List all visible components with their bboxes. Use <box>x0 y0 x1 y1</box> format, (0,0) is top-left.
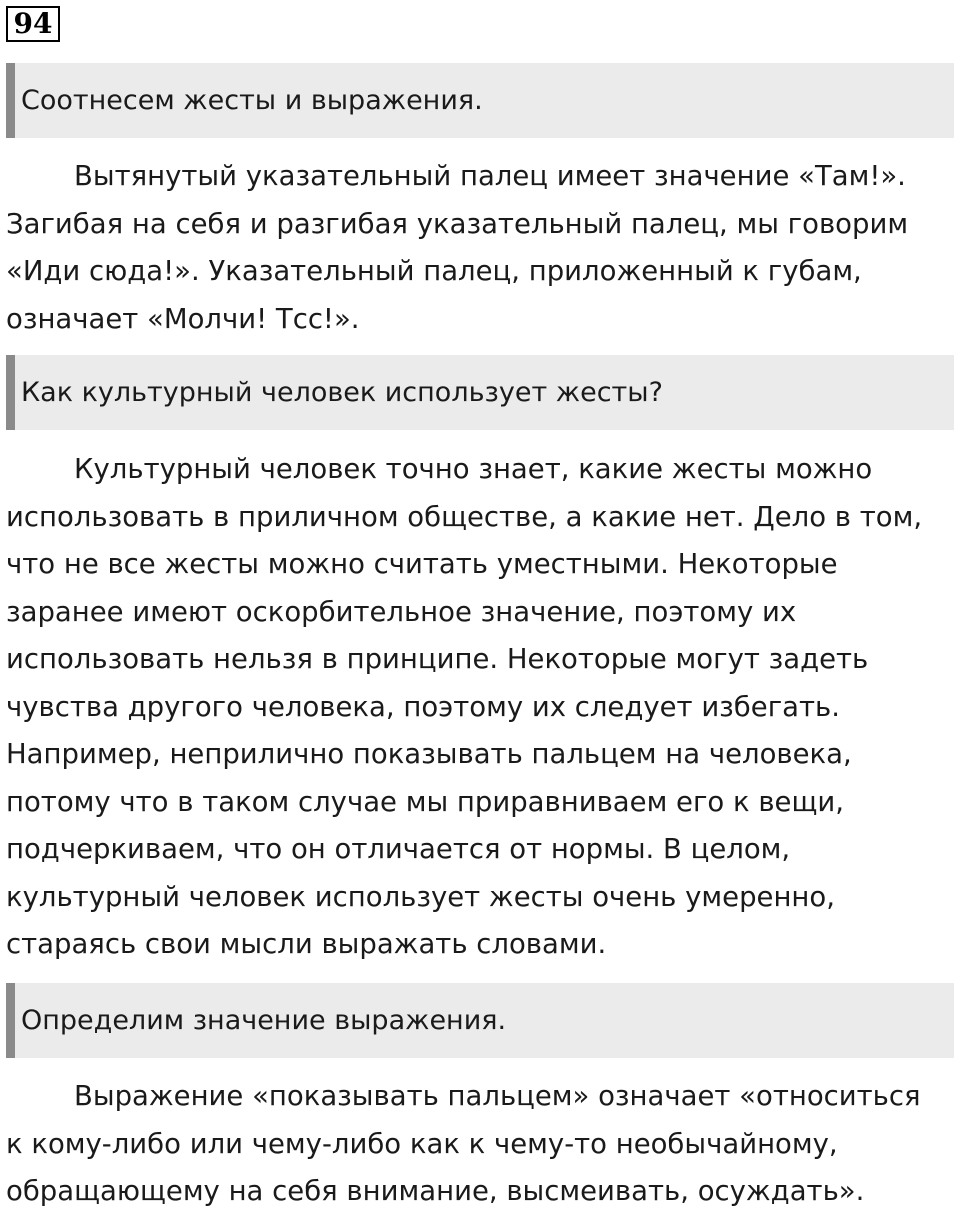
paragraph-line: культурный человек использует жесты очень умеренно, <box>6 880 835 913</box>
paragraph-line: что не все жесты можно считать уместными. Некоторые <box>6 548 838 580</box>
paragraph-line: заранее имеют оскорбительное значение, поэтому их <box>6 595 797 628</box>
paragraph-line: означает «Молчи! Тсс!». <box>6 302 360 335</box>
paragraph-line: Загибая на себя и разгибая указательный палец, мы говорим <box>6 207 909 240</box>
paragraph-line: потому что в таком случае мы приравниваем его к вещи, <box>6 785 844 818</box>
paragraph-line: использовать в приличном обществе, а какие нет. Дело в том, <box>6 500 923 533</box>
paragraph-line: подчеркиваем, что он отличается от нормы. В целом, <box>6 833 791 865</box>
paragraph-line: Например, неприлично показывать пальцем на человека, <box>6 738 852 770</box>
section-heading-text: Определим значение выражения. <box>21 1005 507 1036</box>
section-heading-2 <box>6 355 954 430</box>
section-heading-3 <box>6 983 954 1058</box>
section-heading-text: Соотнесем жесты и выражения. <box>21 85 483 116</box>
paragraph-line: использовать нельзя в принципе. Некоторые могут задеть <box>6 643 869 675</box>
paragraph-line: стараясь свои мысли выражать словами. <box>6 928 607 960</box>
task-number: 94 <box>6 6 60 42</box>
paragraph-line: обращающему на себя внимание, высмеивать, осуждать». <box>6 1175 865 1207</box>
paragraph-line: «Иди сюда!». Указательный палец, приложенный к губам, <box>6 255 862 287</box>
section-heading-text: Как культурный человек использует жесты? <box>21 377 663 408</box>
paragraph-1 <box>6 153 956 343</box>
paragraph-line: Вытянутый указательный палец имеет значение «Там!». <box>74 160 906 192</box>
section-heading-1 <box>6 63 954 138</box>
paragraph-line: Выражение «показывать пальцем» означает «относиться <box>74 1080 921 1112</box>
paragraph-3 <box>6 1073 956 1216</box>
paragraph-2 <box>6 446 956 969</box>
paragraph-line: к кому-либо или чему-либо как к чему-то необычайному, <box>6 1127 838 1160</box>
paragraph-line: чувства другого человека, поэтому их следует избегать. <box>6 690 840 723</box>
paragraph-line: Культурный человек точно знает, какие жесты можно <box>74 453 873 485</box>
